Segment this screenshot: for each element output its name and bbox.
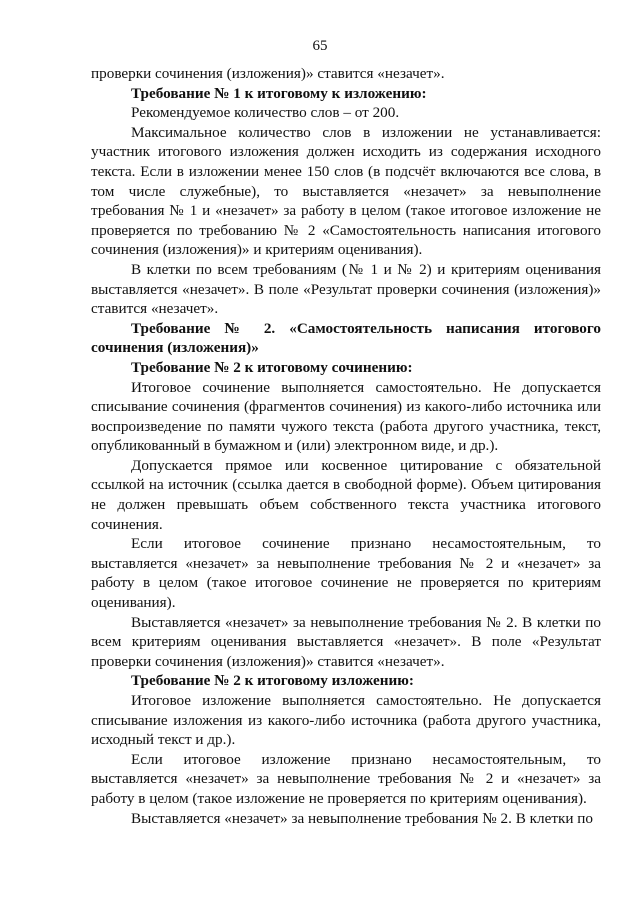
paragraph-essay-independent: Итоговое сочинение выполняется самостоятельно. Не допускается списывание сочинения (фрагментов сочинения) из какого-либо источника или воспроизведение по памяти чужого текста (работа другого участника, текст, опубликованный в бумажном и (или) электронном виде, и др.). xyxy=(91,378,601,455)
heading-requirement-2-presentation: Требование № 2 к итоговому изложению: xyxy=(131,672,414,690)
heading-requirement-2-independence: Требование № 2. «Самостоятельность написания итогового сочинения (изложения)» xyxy=(91,319,601,357)
page-number: 65 xyxy=(312,38,328,54)
page-content xyxy=(91,64,601,828)
paragraph-recommended-word-count: Рекомендуемое количество слов – от 200. xyxy=(131,104,400,122)
paragraph-presentation-independent: Итоговое изложение выполняется самостоятельно. Не допускается списывание изложения из какого-либо источника (работа другого участника, исходный текст и др.). xyxy=(91,692,601,749)
heading-requirement-1-presentation: Требование № 1 к итоговому к изложению: xyxy=(131,84,427,102)
paragraph-max-word-count: Максимальное количество слов в изложении не устанавливается: участник итогового изложения должен исходить из содержания исходного текста. Если в изложении менее 150 слов (в подсчёт включаются все слова, в том числе служебные), то выставляется «незачет» за невыполнение требования № 1 и «незачет» за работу в целом (такое итоговое изложение не проверяется по требованию № 2 «Самостоятельность написания итогового сочинения (изложения)» и критериям оценивания). xyxy=(91,123,601,259)
paragraph-presentation-fail-cells: Выставляется «незачет» за невыполнение требования № 2. В клетки по xyxy=(131,809,593,827)
paragraph-presentation-not-independent: Если итоговое изложение признано несамостоятельным, то выставляется «незачет» за невыполнение требования № 2 и «незачет» за работу в целом (такое изложение не проверяется по критериям оценивания). xyxy=(91,750,601,807)
paragraph-continuation: проверки сочинения (изложения)» ставится «незачет». xyxy=(91,65,445,82)
paragraph-cells-requirements: В клетки по всем требованиям (№ 1 и № 2) и критериям оценивания выставляется «незачет». В поле «Результат проверки сочинения (изложения)» ставится «незачет». xyxy=(91,260,601,318)
paragraph-essay-fail-cells: Выставляется «незачет» за невыполнение требования № 2. В клетки по всем критериям оценивания выставляется «незачет». В поле «Результат проверки сочинения (изложения)» ставится «незачет». xyxy=(91,613,601,670)
heading-requirement-2-essay: Требование № 2 к итоговому сочинению: xyxy=(131,358,413,376)
paragraph-essay-not-independent: Если итоговое сочинение признано несамостоятельным, то выставляется «незачет» за невыполнение требования № 2 и «незачет» за работу в целом (такое итоговое сочинение не проверяется по критериям оценивания). xyxy=(91,535,601,612)
paragraph-citation-allowed: Допускается прямое или косвенное цитирование с обязательной ссылкой на источник (ссылка дается в свободной форме). Объем цитирования не должен превышать объем собственного текста участника итогового сочинения. xyxy=(91,456,601,533)
